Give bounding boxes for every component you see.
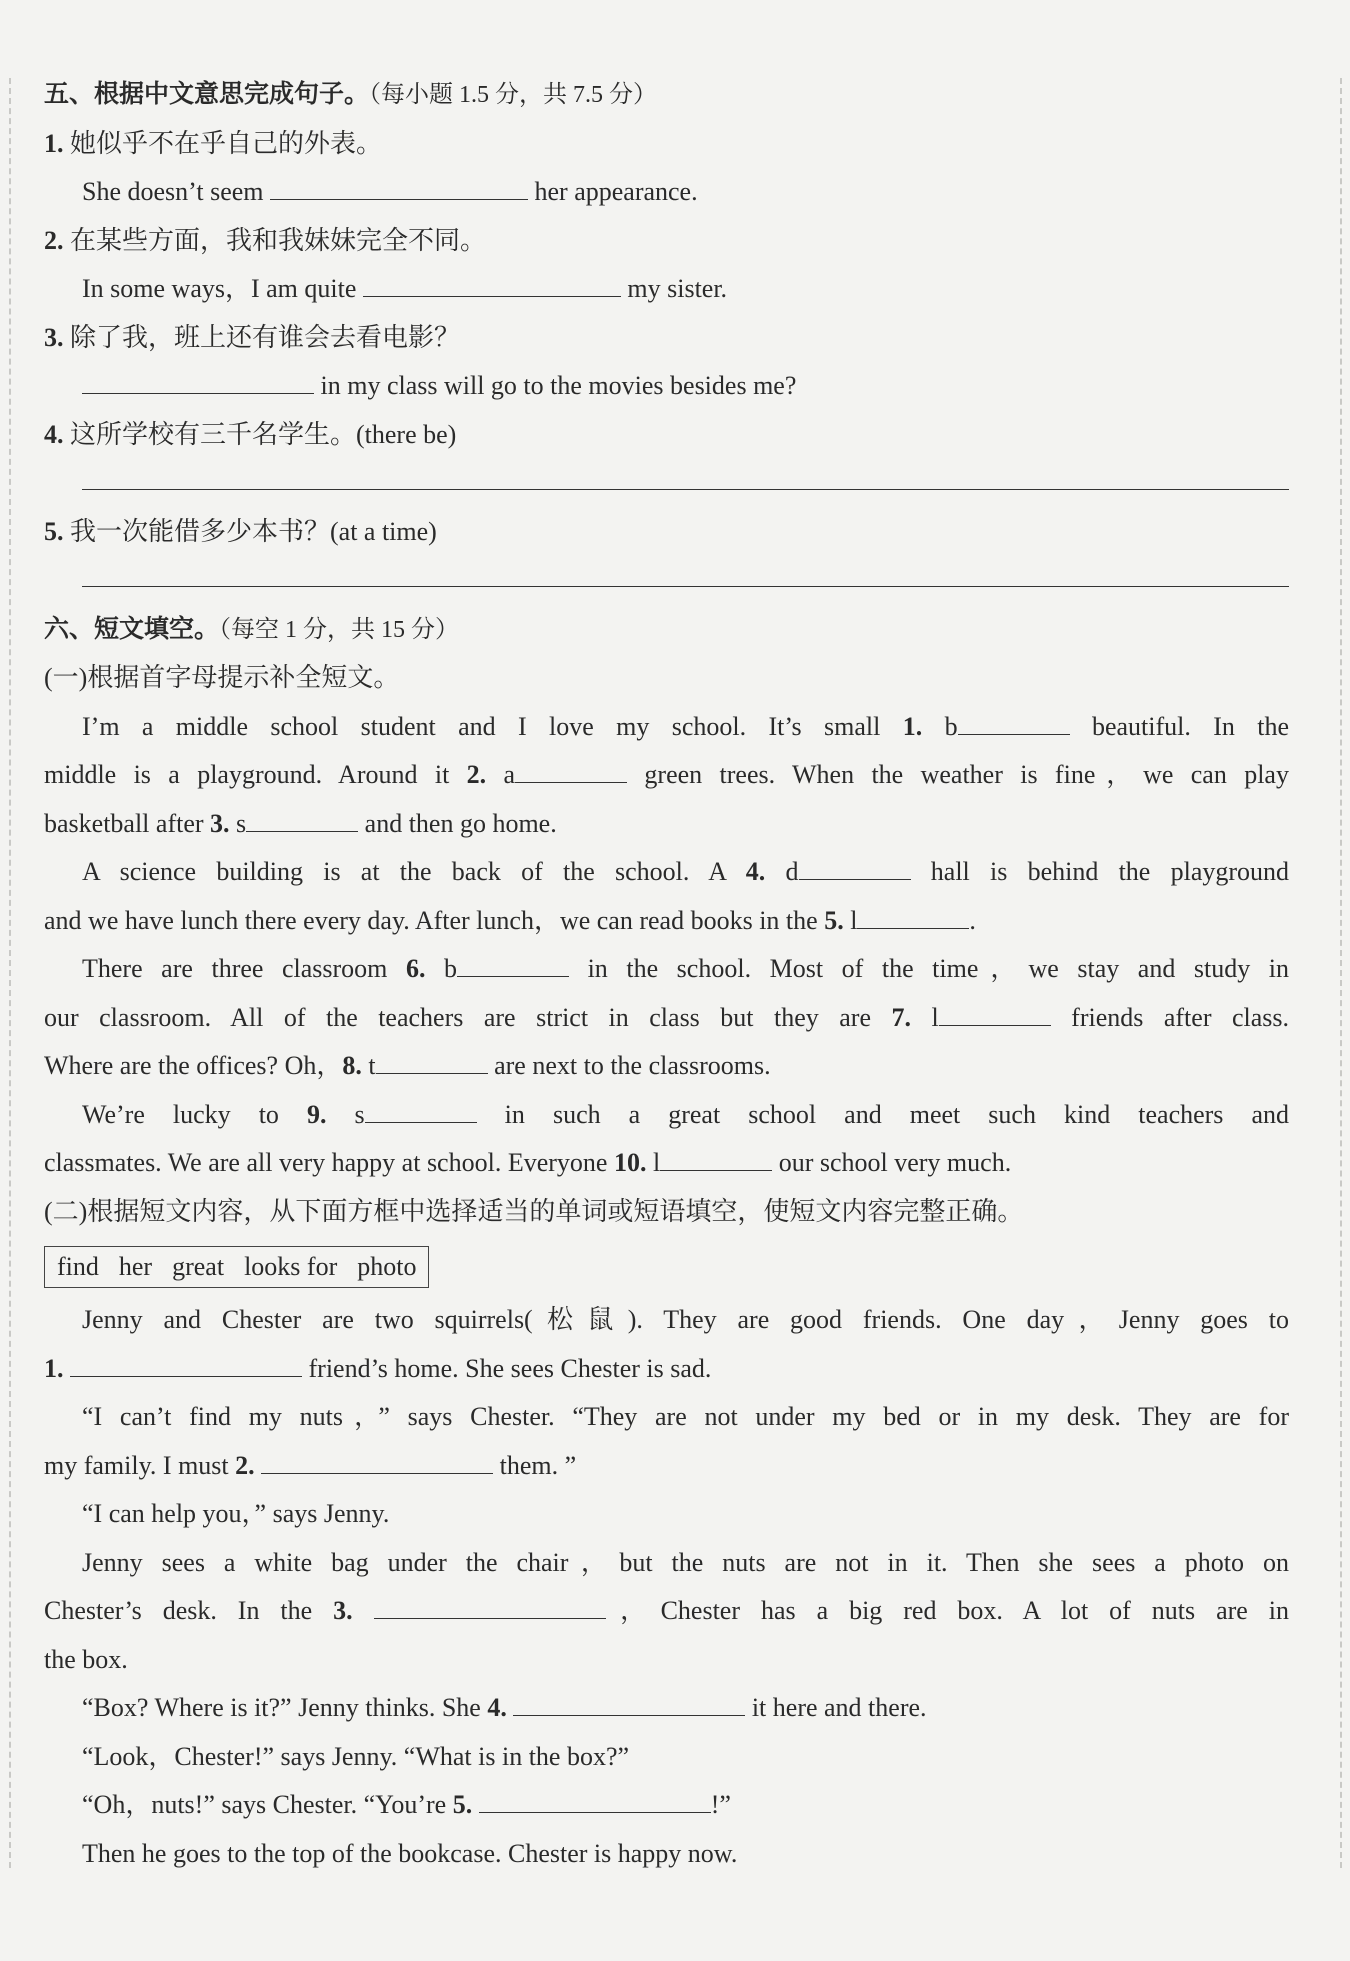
fill-blank[interactable] [958,709,1070,735]
part-2-instruction: (二)根据短文内容，从下面方框中选择适当的单词或短语填空，使短文内容完整正确。 [44,1196,1024,1226]
passage-2-line: “Oh，nuts!” says Chester. “You’re 5. !” [44,1781,1289,1830]
word-option: her [118,1252,153,1281]
passage-2-line: 1. friend’s home. She sees Chester is sad. [44,1345,1289,1394]
question-1-answer-line: She doesn’t seem her appearance. [44,168,1289,217]
answer-blank[interactable] [270,174,528,200]
fill-blank[interactable] [376,1048,488,1074]
fill-blank[interactable] [513,1690,745,1716]
passage-1-line: A science building is at the back of the school. A 4. d hall is behind the playground [44,848,1289,897]
passage-2-line: “Look，Chester!” says Jenny. “What is in the box?” [82,1741,630,1771]
answer-blank[interactable] [363,271,621,297]
fill-blank[interactable] [365,1097,477,1123]
passage-1-line: I’m a middle school student and I love my school. It’s small 1. b beautiful. In the [44,703,1289,752]
question-3-prompt: 3. 除了我，班上还有谁会去看电影？ [44,322,461,352]
passage-2-line: Jenny sees a white bag under the chair，but the nuts are not in it. Then she sees a photo on [82,1547,1289,1577]
passage-2-line: “I can’t find my nuts，” says Chester. “They are not under my bed or in my desk. They are for [82,1402,1289,1431]
question-3-answer-line: in my class will go to the movies besides me? [44,362,1289,411]
passage-1-line: Where are the offices? Oh，8. t are next to the classrooms. [44,1042,1289,1091]
passage-1-line: There are three classroom 6. b in the school. Most of the time，we stay and study in [44,945,1289,994]
fill-blank[interactable] [799,854,911,880]
word-option: looks for [244,1252,338,1281]
section-6-heading: 六、短文填空。（每空 1 分，共 15 分） [44,613,460,643]
question-4-prompt: 4. 这所学校有三千名学生。(there be) [44,419,457,449]
fill-blank[interactable] [939,1000,1051,1026]
fill-blank[interactable] [479,1787,711,1813]
passage-1-line: and we have lunch there every day. After lunch，we can read books in the 5. l . [44,897,1289,946]
question-2-prompt: 2. 在某些方面，我和我妹妹完全不同。 [44,225,487,255]
fill-blank[interactable] [515,757,627,783]
passage-2-line: Then he goes to the top of the bookcase. Chester is happy now. [82,1838,738,1868]
question-4-answer-line[interactable] [44,459,1289,508]
passage-2-line: my family. I must 2. them. ” [44,1442,1289,1491]
question-1-prompt: 1. 她似乎不在乎自己的外表。 [44,128,383,158]
passage-1-line: our classroom. All of the teachers are strict in class but they are 7. l friends after class. [44,994,1289,1043]
left-binding-edge [9,78,11,1868]
part-1-instruction: (一)根据首字母提示补全短文。 [44,663,400,692]
passage-1-line: classmates. We are all very happy at school. Everyone 10. l our school very much. [44,1139,1289,1188]
question-5-answer-line[interactable] [44,556,1289,605]
question-5-prompt: 5. 我一次能借多少本书？(at a time) [44,516,437,546]
passage-2-line: Chester’s desk. In the 3. ，Chester has a big red box. A lot of nuts are in [44,1587,1289,1636]
passage-2-line: “I can help you，” says Jenny. [82,1499,390,1528]
passage-2-line: the box. [44,1644,128,1674]
section-5-heading: 五、根据中文意思完成句子。（每小题 1.5 分，共 7.5 分） [44,79,658,108]
right-binding-edge [1340,78,1342,1868]
fill-blank[interactable] [457,951,569,977]
fill-blank[interactable] [70,1351,302,1377]
word-option: great [172,1252,225,1281]
passage-2-line: “Box? Where is it?” Jenny thinks. She 4. it here and there. [44,1684,1289,1733]
fill-blank[interactable] [857,903,969,929]
passage-2-line: Jenny and Chester are two squirrels(松鼠). They are good friends. One day，Jenny goes to [82,1305,1289,1334]
fill-blank[interactable] [246,806,358,832]
fill-blank[interactable] [660,1145,772,1171]
fill-blank[interactable] [261,1448,493,1474]
word-box [44,1236,1289,1296]
word-option: find [57,1252,99,1281]
question-2-answer-line: In some ways，I am quite my sister. [44,265,1289,314]
passage-1-line: middle is a playground. Around it 2. a green trees. When the weather is fine，we can play [44,751,1289,800]
word-option: photo [357,1252,417,1281]
worksheet-content [44,70,1289,1878]
fill-blank[interactable] [374,1593,606,1619]
passage-1-line: basketball after 3. s and then go home. [44,800,1289,849]
answer-blank[interactable] [82,368,314,394]
passage-1-line: We’re lucky to 9. s in such a great school and meet such kind teachers and [44,1091,1289,1140]
